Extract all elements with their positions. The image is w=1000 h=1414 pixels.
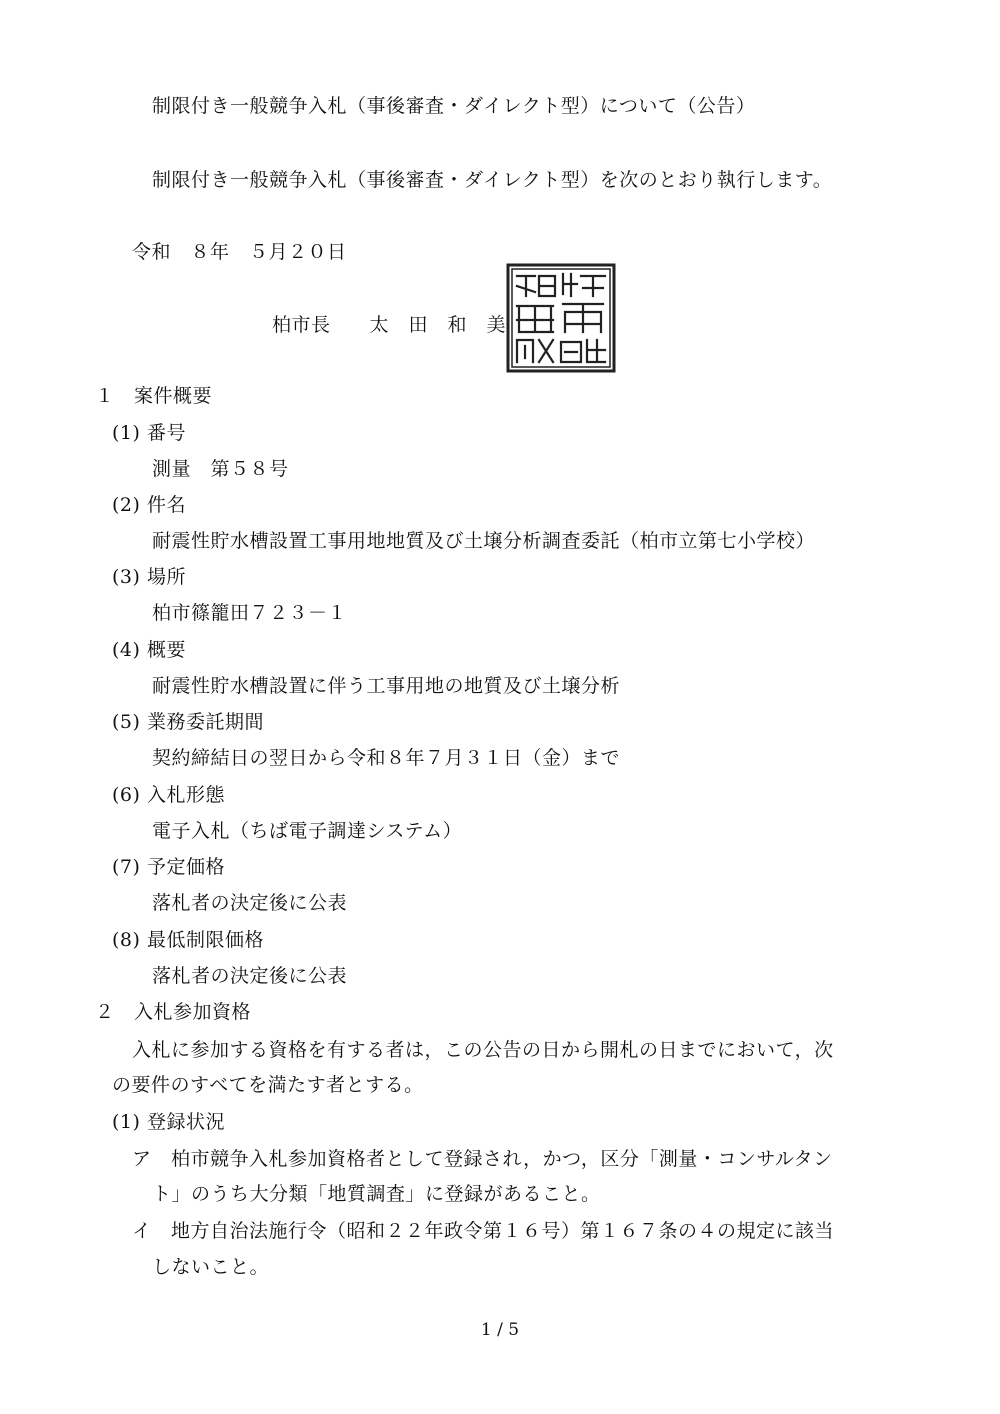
item-label: (6) 入札形態 — [112, 784, 225, 806]
item-label: (8) 最低制限価格 — [112, 929, 264, 951]
item-value: 電子入札（ちば電子調達システム） — [152, 820, 463, 842]
item-label: (3) 場所 — [112, 566, 186, 588]
item-i-line1: イ 地方自治法施行令（昭和２２年政令第１６号）第１６７条の４の規定に該当 — [132, 1220, 835, 1242]
intro-text: 制限付き一般競争入札（事後審査・ダイレクト型）を次のとおり執行します。 — [152, 169, 833, 191]
item-value: 落札者の決定後に公表 — [152, 965, 348, 987]
item-a-line2: ト」のうち大分類「地質調査」に登録があること。 — [152, 1183, 601, 1205]
item-label: (7) 予定価格 — [112, 856, 225, 878]
section2-paragraph-line2: の要件のすべてを満たす者とする。 — [112, 1074, 424, 1096]
item-value: 落札者の決定後に公表 — [152, 892, 348, 914]
item-label: (4) 概要 — [112, 639, 186, 661]
page-number: 1 / 5 — [480, 1320, 520, 1340]
item-value: 耐震性貯水槽設置工事用地地質及び土壌分析調査委託（柏市立第七小学校） — [152, 530, 816, 552]
item-i-line2: しないこと。 — [152, 1256, 270, 1278]
item-label: (1) 番号 — [112, 422, 186, 444]
item-value: 契約締結日の翌日から令和８年７月３１日（金）まで — [152, 747, 621, 769]
section1-heading: １ 案件概要 — [95, 385, 213, 407]
seal-stamp-icon — [505, 262, 617, 374]
section2-paragraph-line1: 入札に参加する資格を有する者は，この公告の日から開札の日までにおいて，次 — [132, 1039, 834, 1061]
item-label: (2) 件名 — [112, 494, 186, 516]
item-value: 柏市篠籠田７２３－１ — [152, 602, 348, 624]
issue-date: 令和 ８年 ５月２０日 — [132, 241, 347, 263]
official-seal — [505, 262, 617, 374]
issuer-name: 柏市長 太 田 和 美 — [272, 314, 507, 336]
item-value: 測量 第５８号 — [152, 458, 289, 480]
item-a-line1: ア 柏市競争入札参加資格者として登録され，かつ，区分「測量・コンサルタン — [132, 1148, 833, 1170]
item-label: (5) 業務委託期間 — [112, 711, 264, 733]
document-title: 制限付き一般競争入札（事後審査・ダイレクト型）について（公告） — [152, 95, 756, 117]
sub-item-label: (1) 登録状況 — [112, 1111, 225, 1133]
section2-heading: ２ 入札参加資格 — [95, 1001, 252, 1023]
item-value: 耐震性貯水槽設置に伴う工事用地の地質及び土壌分析 — [152, 675, 621, 697]
